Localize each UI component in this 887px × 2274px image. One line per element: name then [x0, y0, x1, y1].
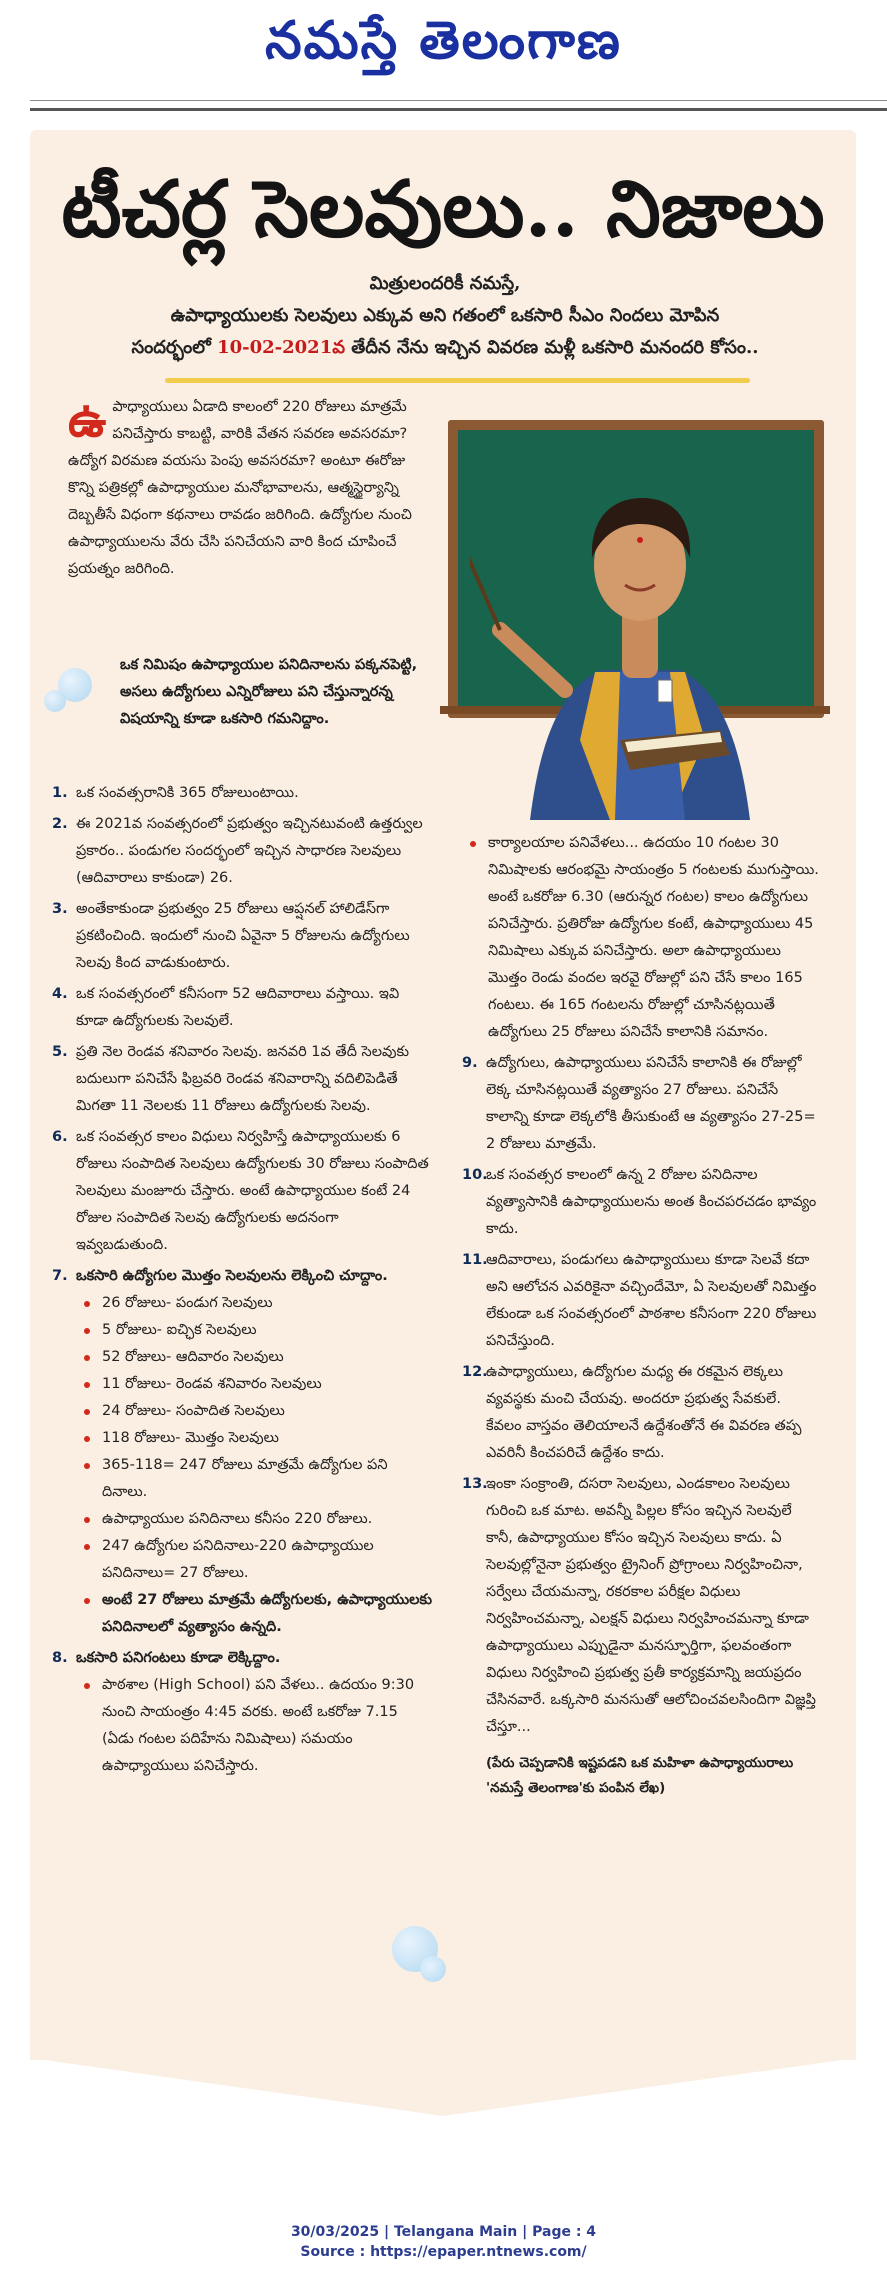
list-text: ఉద్యోగులు, ఉపాధ్యాయులు పనిచేసే కాలానికి ఈ రోజుల్లో లెక్క చూసినట్లయితే వ్యత్యాసం 27 రోజులు. పనిచేసే కాలాన్ని కూడా లెక్కలోకి తీసుకుంటే ఆ వ్యత్యాసం 27-25= 2 రోజులు మాత్రమే. [486, 1055, 816, 1152]
list-number: 5. [52, 1044, 68, 1060]
masthead-rule-thick [30, 108, 887, 111]
list-number: 3. [52, 901, 68, 917]
office-hours-list [462, 830, 820, 1046]
list-number: 8. [52, 1650, 68, 1666]
leave-item: 247 ఉద్యోగుల పనిదినాలు-220 ఉపాధ్యాయుల పనిదినాలు= 27 రోజులు. [76, 1533, 434, 1587]
list-number: 11. [462, 1252, 488, 1268]
leave-item: 26 రోజులు- పండుగ సెలవులు [76, 1290, 434, 1317]
article-card-point [30, 2058, 856, 2118]
leave-breakdown-list [76, 1290, 434, 1641]
office-hours-item: కార్యాలయాల పనివేళలు... ఉదయం 10 గంటల 30 నిమిషాలకు ఆరంభమై సాయంత్రం 5 గంటలకు ముగుస్తాయి. అంటే ఒకరోజు 6.30 (ఆరున్నర గంటల) కాలం ఉద్యోగులు పనిచేస్తారు. ప్రతిరోజు ఉద్యోగుల కంటే, ఉపాధ్యాయులు 45 నిమిషాలు ఎక్కువ పనిచేస్తారు. అలా ఉపాధ్యాయులు మొత్తం రెండు వందల ఇరవై రోజుల్లో పని చేసే కాలం 165 గంటలు. ఈ 165 గంటలను రోజుల్లో చూసినట్లయితే ఉద్యోగులు 25 రోజులు పనిచేసే కాలానికి సమానం. [462, 830, 820, 1046]
masthead-title: నమస్తే తెలంగాణ [265, 10, 622, 71]
work-hours-list [76, 1672, 434, 1780]
list-number: 2. [52, 816, 68, 832]
article-subtitle [60, 268, 830, 364]
list-text: ఒకసారి ఉద్యోగుల మొత్తం సెలవులను లెక్కించి చూద్దాం. [76, 1268, 388, 1284]
page-footer [0, 2222, 887, 2262]
list-text: ప్రతి నెల రెండవ శనివారం సెలవు. జనవరి 1వ తేదీ సెలవుకు బదులుగా పనిచేసే ఫిబ్రవరి రెండవ శనివారాన్ని వదిలిపెడితే మిగతా 11 నెలలకు 11 రోజులు ఉద్యోగులకు సెలవు. [76, 1044, 410, 1114]
list-text: ఉపాధ్యాయులు, ఉద్యోగుల మధ్య ఈ రకమైన లెక్కలు వ్యవస్థకు మంచి చేయవు. అందరూ ప్రభుత్వ సేవకులే. కేవలం వాస్తవం తెలియాలనే ఉద్దేశంతోనే ఈ వివరణ తప్ప ఎవరినీ కించపరిచే ఉద్దేశం కాదు. [486, 1364, 802, 1461]
subtitle-date: 10-02-2021వ [217, 337, 346, 358]
right-numbered-list [462, 1050, 820, 1741]
list-text: ఇంకా సంక్రాంతి, దసరా సెలవులు, ఎండకాలం సెలవులు గురించి ఒక మాట. అవన్నీ పిల్లల కోసం ఇచ్చిన సెలవులే కానీ, ఉపాధ్యాయుల కోసం ఇచ్చిన సెలవులు కాదు. ఏ సెలవుల్లోనైనా ప్రభుత్వం ట్రైనింగ్ ప్రోగ్రాంలు నిర్వహించినా, సర్వేలు చేయమన్నా, రకరకాల పరీక్షల విధులు నిర్వహించమన్నా, ఎలక్షన్ విధులు నిర్వహించమన్నా కూడా ఉపాధ్యాయులు ఎప్పుడైనా మనస్ఫూర్తిగా, ఫలవంతంగా విధులు నిర్వహించి ప్రభుత్వ ప్రతీ కార్యక్రమాన్ని జయప్రదం చేసినవారే. ఒక్కసారి మనసుతో ఆలోచించవలసిందిగా విజ్ఞప్తి చేస్తూ... [486, 1476, 816, 1735]
list-text: ఈ 2021వ సంవత్సరంలో ప్రభుత్వం ఇచ్చినటువంటి ఉత్తర్వుల ప్రకారం.. పండుగల సందర్భంలో ఇచ్చిన సాధారణ సెలవులు (ఆదివారాలు కాకుండా) 26. [76, 816, 423, 886]
list-number: 7. [52, 1268, 68, 1284]
left-column [52, 780, 434, 1784]
list-item [462, 1247, 820, 1355]
list-number: 12. [462, 1364, 488, 1380]
subtitle-line-3-end: తేదీన నేను ఇచ్చిన వివరణ మళ్లీ ఒకసారి మనందరి కోసం.. [345, 337, 759, 358]
list-text: ఆదివారాలు, పండుగలు ఉపాధ్యాయులు కూడా సెలవే కదా అని ఆలోచన ఎవరికైనా వచ్చిందేమో, ఏ సెలవులతో నిమిత్తం లేకుండా ఒక సంవత్సరంలో పాఠశాల కనీసంగా 220 రోజులు పనిచేస్తుంది. [486, 1252, 817, 1349]
leave-item: 24 రోజులు- సంపాదిత సెలవులు [76, 1398, 434, 1425]
list-item [52, 1039, 434, 1120]
teacher-illustration [470, 440, 810, 820]
article-headline: టీచర్ల సెలవులు.. నిజాలు [61, 164, 825, 255]
list-item [462, 1359, 820, 1467]
list-text: ఒక సంవత్సరానికి 365 రోజులుంటాయి. [76, 785, 299, 801]
school-hours-item: పాఠశాల (High School) పని వేళలు.. ఉదయం 9:30 నుంచి సాయంత్రం 4:45 వరకు. అంటే ఒకరోజు 7.15 (ఏడు గంటల పదిహేను నిమిషాలు) సమయం ఉపాధ్యాయులు పనిచేస్తారు. [76, 1672, 434, 1780]
list-number: 13. [462, 1476, 488, 1492]
list-item [52, 896, 434, 977]
leave-item: 5 రోజులు- ఐచ్ఛిక సెలవులు [76, 1317, 434, 1344]
callout-text: ఒక నిమిషం ఉపాధ్యాయుల పనిదినాలను పక్కనపెట్టి, అసలు ఉద్యోగులు ఎన్నిరోజులు పని చేస్తున్నారన్న విషయాన్ని కూడా ఒకసారి గమనిద్దాం. [120, 657, 418, 727]
masthead [0, 0, 887, 100]
leave-summary: అంటే 27 రోజులు మాత్రమే ఉద్యోగులకు, ఉపాధ్యాయులకు పనిదినాలలో వ్యత్యాసం ఉన్నది. [76, 1587, 434, 1641]
list-number: 6. [52, 1129, 68, 1145]
list-item [462, 1162, 820, 1243]
subtitle-line-3 [60, 332, 830, 364]
intro-paragraph [68, 394, 423, 583]
list-text: ఒకసారి పనిగంటలు కూడా లెక్కిద్దాం. [76, 1650, 281, 1666]
right-column [462, 830, 820, 1801]
footer-edition: 30/03/2025 | Telangana Main | Page : 4 [290, 2224, 597, 2240]
intro-text: పాధ్యాయులు ఏడాది కాలంలో 220 రోజులు మాత్రమే పనిచేస్తారు కాబట్టి, వారికి వేతన సవరణ అవసరమా? ఉద్యోగ విరమణ వయసు పెంపు అవసరమా? అంటూ ఈరోజు కొన్ని పత్రికల్లో ఉపాధ్యాయుల మనోభావాలను, ఆత్మస్థైర్యాన్ని దెబ్బతీసే విధంగా కథనాలు రావడం జరిగింది. ఉద్యోగుల నుంచి ఉపాధ్యాయులను వేరు చేసి పనిచేయని వారి కింద చూపించే ప్రయత్నం జరిగింది. [68, 399, 412, 577]
signoff-note: (పేరు చెప్పడానికి ఇష్టపడని ఒక మహిళా ఉపాధ్యాయురాలు 'నమస్తే తెలంగాణ'కు పంపిన లేఖ) [486, 1755, 794, 1796]
list-item [462, 1471, 820, 1741]
list-text: ఒక సంవత్సర కాలం విధులు నిర్వహిస్తే ఉపాధ్యాయులకు 6 రోజులు సంపాదిత సెలవులు ఉద్యోగులకు 30 రోజులు సంపాదిత సెలవులు మంజూరు చేస్తారు. అంటే ఉపాధ్యాయుల కంటే 24 రోజుల సంపాదిత సెలవు ఉద్యోగులకు అదనంగా ఇవ్వబడుతుంది. [76, 1129, 429, 1253]
list-number: 9. [462, 1055, 478, 1071]
decor-bubble-2 [44, 690, 66, 712]
list-item [52, 981, 434, 1035]
list-text: ఒక సంవత్సరంలో కనీసంగా 52 ఆదివారాలు వస్తాయి. ఇవి కూడా ఉద్యోగులకు సెలవులే. [76, 986, 400, 1029]
subtitle-line-2: ఉపాధ్యాయులకు సెలవులు ఎక్కువ అని గతంలో ఒకసారి సీఎం నిందలు మోపిన [170, 305, 720, 326]
list-number: 4. [52, 986, 68, 1002]
footer-source: Source : https://epaper.ntnews.com/ [300, 2244, 587, 2260]
leave-item: 365-118= 247 రోజులు మాత్రమే ఉద్యోగుల పని దినాలు. [76, 1452, 434, 1506]
list-item [52, 780, 434, 807]
list-text: ఒక సంవత్సర కాలంలో ఉన్న 2 రోజుల పనిదినాల వ్యత్యాసానికి ఉపాధ్యాయులను అంత కించపరచడం భావ్యం కాదు. [486, 1167, 817, 1237]
list-item [52, 1124, 434, 1259]
list-item [52, 1263, 434, 1641]
leave-item: 52 రోజులు- ఆదివారం సెలవులు [76, 1344, 434, 1371]
decor-bubble-4 [420, 1956, 446, 1982]
leave-item: 118 రోజులు- మొత్తం సెలవులు [76, 1425, 434, 1452]
list-text: అంతేకాకుండా ప్రభుత్వం 25 రోజులు ఆప్షనల్ హాలిడేస్‌గా ప్రకటించింది. ఇందులో నుంచి ఏవైనా 5 రోజులను ఉద్యోగులు సెలవు కింద వాడుకుంటారు. [76, 901, 410, 971]
left-numbered-list [52, 780, 434, 1780]
list-number: 1. [52, 785, 68, 801]
list-item [462, 1050, 820, 1158]
subtitle-line-3-start: సందర్భంలో [131, 337, 218, 358]
gold-underline [165, 378, 750, 383]
subtitle-line-1: మిత్రులందరికీ నమస్తే, [369, 273, 521, 294]
leave-item: 11 రోజులు- రెండవ శనివారం సెలవులు [76, 1371, 434, 1398]
leave-item: ఉపాధ్యాయుల పనిదినాలు కనీసం 220 రోజులు. [76, 1506, 434, 1533]
list-item [52, 1645, 434, 1780]
list-number: 10. [462, 1167, 488, 1183]
list-item [52, 811, 434, 892]
masthead-rule-thin [30, 100, 887, 101]
dropcap: ఉ [68, 392, 107, 448]
